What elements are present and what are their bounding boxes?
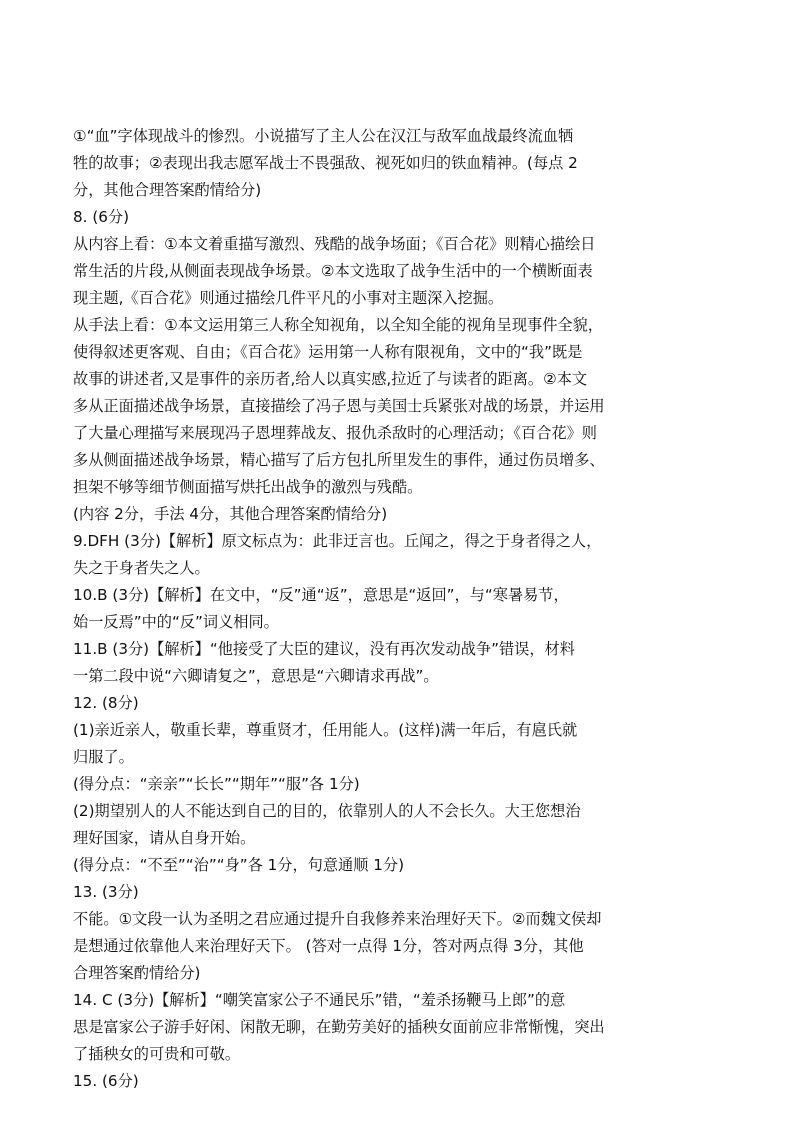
- text-line: 15. (6分): [73, 1072, 139, 1090]
- text-line: 分，其他合理答案酌情给分): [73, 181, 262, 199]
- text-line: 了插秧女的可贵和可敬。: [73, 1045, 241, 1063]
- text-line: 8. (6分): [73, 208, 130, 226]
- text-line: 思是富家公子游手好闲、闲散无聊，在勤劳美好的插秧女面前应非常惭愧，突出: [73, 1018, 605, 1036]
- text-line: 牲的故事；②表现出我志愿军战士不畏强敌、视死如归的铁血精神。(每点 2: [73, 154, 578, 172]
- text-line: (内容 2分，手法 4分，其他合理答案酌情给分): [73, 505, 388, 523]
- text-line: 归服了。: [73, 748, 134, 766]
- answer-key-text: [73, 123, 741, 1095]
- text-line: 是想通过依靠他人来治理好天下。 (答对一点得 1分，答对两点得 3分，其他: [73, 937, 584, 955]
- text-line: 14. C (3分)【解析】“嘲笑富家公子不通民乐”错，“羞杀扬鞭马上郎”的意: [73, 991, 566, 1009]
- text-line: 担架不够等细节侧面描写烘托出战争的激烈与残酷。: [73, 478, 423, 496]
- text-line: 12. (8分): [73, 694, 139, 712]
- text-line: (1)亲近亲人，敬重长辈，尊重贤才，任用能人。(这样)满一年后，有扈氏就: [73, 721, 578, 739]
- text-line: 多从侧面描述战争场景，精心描写了后方包扎所里发生的事件，通过伤员增多、: [73, 451, 605, 469]
- text-line: 理好国家，请从自身开始。: [73, 829, 256, 847]
- text-line: 多从正面描述战争场景，直接描绘了冯子恩与美国士兵紧张对战的场景，并运用: [73, 397, 605, 415]
- text-line: 故事的讲述者,又是事件的亲历者,给人以真实感,拉近了与读者的距离。②本文: [73, 370, 588, 388]
- text-line: (2)期望别人的人不能达到自己的目的，依靠别人的人不会长久。大王您想治: [73, 802, 581, 820]
- text-line: 失之于身者失之人。: [73, 559, 210, 577]
- text-line: 使得叙述更客观、自由；《百合花》运用第一人称有限视角，文中的“我”既是: [73, 343, 583, 361]
- text-line: 现主题,《百合花》则通过描绘几件平凡的小事对主题深入挖掘。: [73, 289, 504, 307]
- text-line: 合理答案酌情给分): [73, 964, 201, 982]
- text-line: 不能。①文段一认为圣明之君应通过提升自我修养来治理好天下。②而魏文侯却: [73, 910, 602, 928]
- text-line: 10.B (3分)【解析】在文中，“反”通“返”，意思是“返回”，与“寒暑易节，: [73, 586, 569, 604]
- text-line: 一第二段中说“六卿请复之”，意思是“六卿请求再战”。: [73, 667, 439, 685]
- text-line: 11.B (3分)【解析】“他接受了大臣的建议，没有再次发动战争”错误，材料: [73, 640, 575, 658]
- text-line: 常生活的片段,从侧面表现战争场景。②本文选取了战争生活中的一个横断面表: [73, 262, 593, 280]
- text-line: 从手法上看：①本文运用第三人称全知视角，以全知全能的视角呈现事件全貌，: [73, 316, 603, 334]
- text-line: 从内容上看：①本文着重描写激烈、残酷的战争场面；《百合花》则精心描绘日: [73, 235, 596, 253]
- text-line: (得分点：“亲亲”“长长”“期年”“服”各 1分): [73, 775, 360, 793]
- text-line: 始一反焉”中的“反”词义相同。: [73, 613, 279, 631]
- text-line: 13. (3分): [73, 883, 139, 901]
- text-line: (得分点：“不至”“治”“身”各 1分，句意通顺 1分): [73, 856, 405, 874]
- text-line: ①“血”字体现战斗的惨烈。小说描写了主人公在汉江与敌军血战最终流血牺: [73, 127, 574, 145]
- text-line: 了大量心理描写来展现冯子恩埋葬战友、报仇杀敌时的心理活动；《百合花》则: [73, 424, 597, 442]
- text-line: 9.DFH (3分)【解析】原文标点为：此非迂言也。丘闻之，得之于身者得之人，: [73, 532, 602, 550]
